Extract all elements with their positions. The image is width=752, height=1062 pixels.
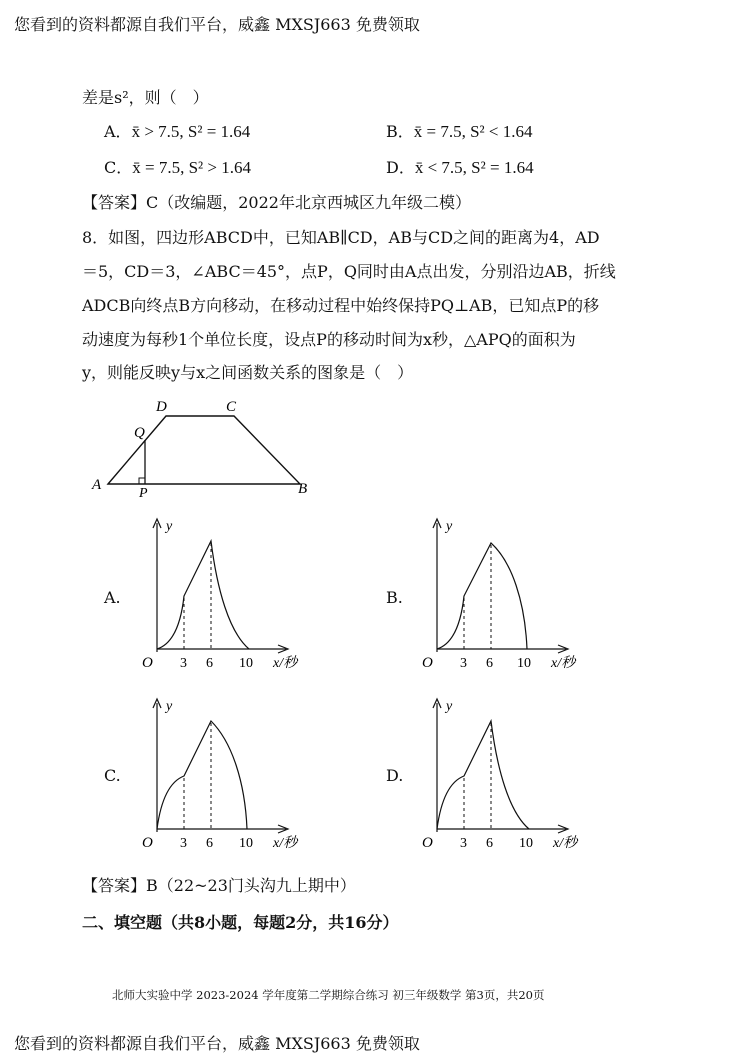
origin-label: O [422, 655, 433, 671]
tick-6: 6 [486, 836, 493, 851]
tick-6: 6 [206, 836, 213, 851]
curve [157, 721, 247, 829]
q7-option-a-letter: A． [104, 122, 132, 141]
label-d: D [156, 399, 167, 415]
tick-6: 6 [486, 656, 493, 671]
tick-3: 3 [460, 836, 467, 851]
q7-stem-end: 差是s²，则（ ） [82, 88, 209, 107]
label-q: Q [134, 425, 145, 441]
tick-3: 3 [460, 656, 467, 671]
graph-d [414, 694, 594, 854]
q7-option-c-text: x̄ = 7.5, S² > 1.64 [132, 158, 251, 177]
origin-label: O [422, 835, 433, 851]
q7-option-a [104, 119, 250, 142]
curve [157, 541, 249, 649]
q8-line-2: ＝5，CD＝3，∠ABC＝45°，点P，Q同时由A点出发，分别沿边AB，折线 [82, 262, 616, 281]
tick-10: 10 [239, 836, 253, 851]
q7-option-b-text: x̄ = 7.5, S² < 1.64 [413, 122, 533, 141]
trapezoid-figure [84, 396, 324, 500]
right-angle-mark [139, 478, 145, 484]
curve [437, 721, 529, 829]
x-label: x/秒 [551, 656, 576, 671]
tick-3: 3 [180, 656, 187, 671]
y-label: y [166, 699, 173, 714]
q7-option-b-letter: B． [386, 122, 414, 141]
bottom-banner: 您看到的资料都源自我们平台，威鑫 MXSJ663 免费领取 [14, 1034, 420, 1053]
graph-b [414, 514, 594, 674]
q8-line-5: y，则能反映y与x之间函数关系的图象是（ ） [82, 363, 414, 382]
label-b: B [298, 481, 308, 497]
tick-10: 10 [519, 836, 533, 851]
tick-6: 6 [206, 656, 213, 671]
q7-option-b [386, 119, 533, 142]
label-a: A [92, 477, 102, 493]
y-label: y [446, 519, 453, 534]
graph-d-option: D. [386, 766, 404, 785]
tick-10: 10 [239, 656, 253, 671]
q7-option-c-letter: C． [104, 158, 133, 177]
section-heading: 二、填空题（共8小题，每题2分，共16分） [82, 913, 399, 932]
curve [437, 543, 527, 649]
q7-option-d [386, 155, 534, 178]
q7-option-a-text: x̄ > 7.5, S² = 1.64 [131, 122, 251, 141]
top-banner: 您看到的资料都源自我们平台，威鑫 MXSJ663 免费领取 [14, 15, 420, 34]
tick-3: 3 [180, 836, 187, 851]
q7-answer: 【答案】C（改编题，2022年北京西城区九年级二模） [82, 193, 471, 212]
x-label: x/秒 [273, 656, 298, 671]
graph-c-option: C. [104, 766, 121, 785]
tick-10: 10 [517, 656, 531, 671]
x-label: x/秒 [273, 836, 298, 851]
graph-c [134, 694, 314, 854]
page-footer: 北师大实验中学 2023-2024 学年度第二学期综合练习 初三年级数学 第3页，共20页 [112, 988, 545, 1002]
graph-a-option: A. [104, 588, 121, 607]
q8-line-3: ADCB向终点B方向移动，在移动过程中始终保持PQ⊥AB，已知点P的移 [82, 296, 600, 315]
y-label: y [166, 519, 173, 534]
origin-label: O [142, 835, 153, 851]
y-label: y [446, 699, 453, 714]
label-p: P [139, 486, 148, 500]
q8-line-4: 动速度为每秒1个单位长度，设点P的移动时间为x秒，△APQ的面积为 [82, 330, 576, 349]
origin-label: O [142, 655, 153, 671]
q7-option-d-text: x̄ < 7.5, S² = 1.64 [414, 158, 534, 177]
q7-option-c [104, 155, 251, 178]
label-c: C [226, 399, 237, 415]
q8-answer: 【答案】B（22~23门头沟九上期中） [82, 876, 356, 895]
graph-a [134, 514, 314, 674]
x-label: x/秒 [553, 836, 578, 851]
graph-b-option: B. [386, 588, 403, 607]
q7-option-d-letter: D． [386, 158, 415, 177]
q8-line-1: 8．如图，四边形ABCD中，已知AB∥CD，AB与CD之间的距离为4，AD [82, 228, 600, 247]
